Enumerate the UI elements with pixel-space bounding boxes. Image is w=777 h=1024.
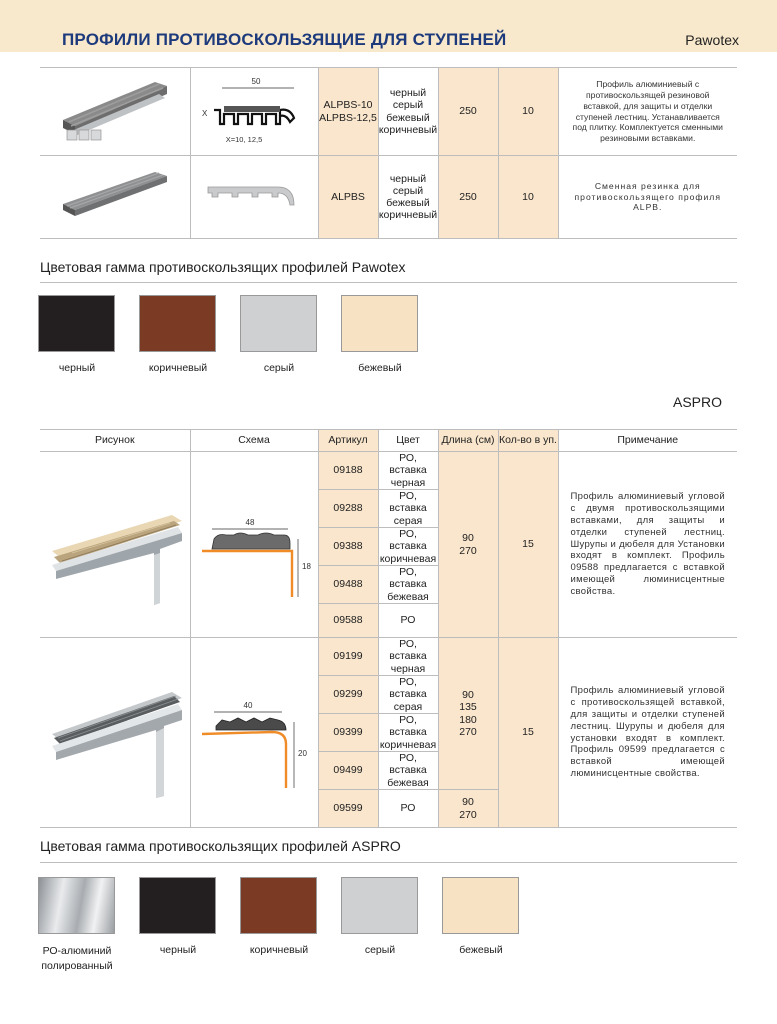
swatch-label: бежевый [459, 944, 503, 956]
color-cell: РО, вставка серая [378, 490, 438, 528]
svg-text:18: 18 [301, 561, 311, 571]
color-cell: черный серый бежевый коричневый [378, 156, 438, 239]
profile-photo-icon [55, 72, 175, 152]
article-cell: 09188 [318, 452, 378, 490]
svg-text:40: 40 [243, 700, 252, 710]
rubber-insert-schema-icon [194, 165, 314, 225]
aspro-table [40, 429, 737, 828]
note-cell: Профиль алюминиевый с противоскользящей резиновой вставкой, для защиты и отделки ступеней лестниц. Устанавливается под плитку. Комплектуется сменными резиновыми вставками. [558, 68, 737, 156]
profile-schema-cell [190, 452, 318, 638]
column-header: Схема [190, 430, 318, 452]
article-cell: ALPBS [318, 156, 378, 239]
swatch-polished-aluminium [38, 877, 115, 934]
table-row [40, 452, 737, 490]
pawotex-table [40, 67, 737, 239]
table-row [40, 156, 737, 239]
svg-text:X=10, 12,5: X=10, 12,5 [225, 134, 263, 144]
profile-picture-cell [40, 638, 190, 828]
swatch-label: коричневый [249, 944, 309, 956]
article-cell: 09299 [318, 676, 378, 714]
color-cell: РО, вставка коричневая [379, 714, 437, 751]
length-cell: 90 270 [438, 452, 498, 638]
table-row [40, 638, 737, 676]
svg-text:X: X [202, 108, 208, 118]
swatch-label: серый [263, 362, 295, 374]
column-header: Рисунок [40, 430, 190, 452]
qty-cell: 15 [498, 638, 558, 828]
swatch-label: черный [159, 944, 197, 956]
swatch-label: черный [58, 362, 96, 374]
article-cell: 09588 [318, 604, 378, 638]
swatch-label: РО-алюминий полированный [41, 945, 113, 973]
length-cell: 90 135 180 270 [438, 638, 498, 790]
column-header: Кол-во в уп. [498, 430, 558, 452]
profile-photo-icon [42, 475, 187, 615]
note-cell: Сменная резинка для противоскользящего профиля ALPB. [558, 156, 737, 239]
color-cell: РО, вставка бежевая [378, 566, 438, 604]
color-cell: РО [378, 604, 438, 638]
column-header: Примечание [558, 430, 737, 452]
color-cell: РО [378, 790, 438, 828]
swatch-gray [240, 295, 317, 352]
profile-photo-icon [42, 658, 187, 808]
length-cell: 250 [438, 68, 498, 156]
swatch-brown [139, 295, 216, 352]
color-cell: черный серый бежевый коричневый [378, 68, 438, 156]
profile-schema-cell [190, 156, 318, 239]
qty-cell: 15 [498, 452, 558, 638]
length-cell: 90 270 [438, 790, 498, 828]
article-cell: 09388 [318, 528, 378, 566]
swatch-label: бежевый [358, 362, 402, 374]
article-cell: 09288 [318, 490, 378, 528]
swatch-black [38, 295, 115, 352]
article-cell: 09399 [318, 714, 378, 752]
profile-schema-cell [190, 638, 318, 828]
svg-text:48: 48 [245, 517, 254, 527]
article-cell: 09199 [318, 638, 378, 676]
article-cell: 09599 [318, 790, 378, 828]
aspro-brand: ASPRO [672, 394, 722, 410]
qty-cell: 10 [498, 68, 558, 156]
color-cell: РО, вставка серая [378, 676, 438, 714]
profile-schema-icon [192, 473, 317, 613]
table-header-row [40, 430, 737, 452]
swatch-label: коричневый [148, 362, 208, 374]
swatch-label: серый [364, 944, 396, 956]
table-row [40, 68, 737, 156]
swatch-beige [442, 877, 519, 934]
profile-picture-cell [40, 68, 190, 156]
article-cell: 09499 [318, 752, 378, 790]
color-cell: РО, вставка черная [378, 452, 438, 490]
qty-cell: 10 [498, 156, 558, 239]
profile-schema-icon [194, 70, 314, 150]
color-cell: РО, вставка бежевая [378, 752, 438, 790]
profile-schema-icon [192, 656, 317, 806]
article-cell: ALPBS-10 ALPBS-12,5 [318, 68, 378, 156]
article-cell: 09488 [318, 566, 378, 604]
divider [40, 862, 737, 863]
swatch-brown [240, 877, 317, 934]
page-header [0, 0, 777, 52]
svg-text:50: 50 [251, 76, 261, 86]
pawotex-colors-title: Цветовая гамма противоскользящих профилей Pawotex [40, 259, 406, 275]
profile-schema-cell [190, 68, 318, 156]
svg-text:20: 20 [297, 748, 307, 758]
profile-picture-cell [40, 156, 190, 239]
swatch-gray [341, 877, 418, 934]
column-header: Длина (см) [438, 430, 498, 452]
profile-picture-cell [40, 452, 190, 638]
note-cell: Профиль алюминиевый угловой с двумя противоскользящими вставками, для защиты и отделки ступеней лестниц. Шурупы и дюбеля для Установки входят в комплект. Профиль 09588 предлагается с вставкой имеющей люминисцентные свойства. [558, 452, 737, 638]
rubber-insert-photo-icon [55, 162, 175, 232]
length-cell: 250 [438, 156, 498, 239]
note-cell: Профиль алюминиевый угловой с противоскользящей вставкой, для защиты и отделки ступеней лестниц. Шурупы и дюбеля для установки входят в комплект. Профиль 09599 предлагается с вставкой имеющей люминисцентные свойства. [558, 638, 737, 828]
color-cell: РО, вставка коричневая [379, 528, 437, 565]
color-cell: РО, вставка черная [378, 638, 438, 676]
aspro-colors-title: Цветовая гамма противоскользящих профилей ASPRO [40, 838, 401, 854]
brand-name: Pawotex [685, 32, 739, 48]
page-title: ПРОФИЛИ ПРОТИВОСКОЛЬЗЯЩИЕ ДЛЯ СТУПЕНЕЙ [62, 30, 507, 49]
divider [40, 282, 737, 283]
column-header: Артикул [318, 430, 378, 452]
column-header: Цвет [378, 430, 438, 452]
swatch-beige [341, 295, 418, 352]
swatch-black [139, 877, 216, 934]
